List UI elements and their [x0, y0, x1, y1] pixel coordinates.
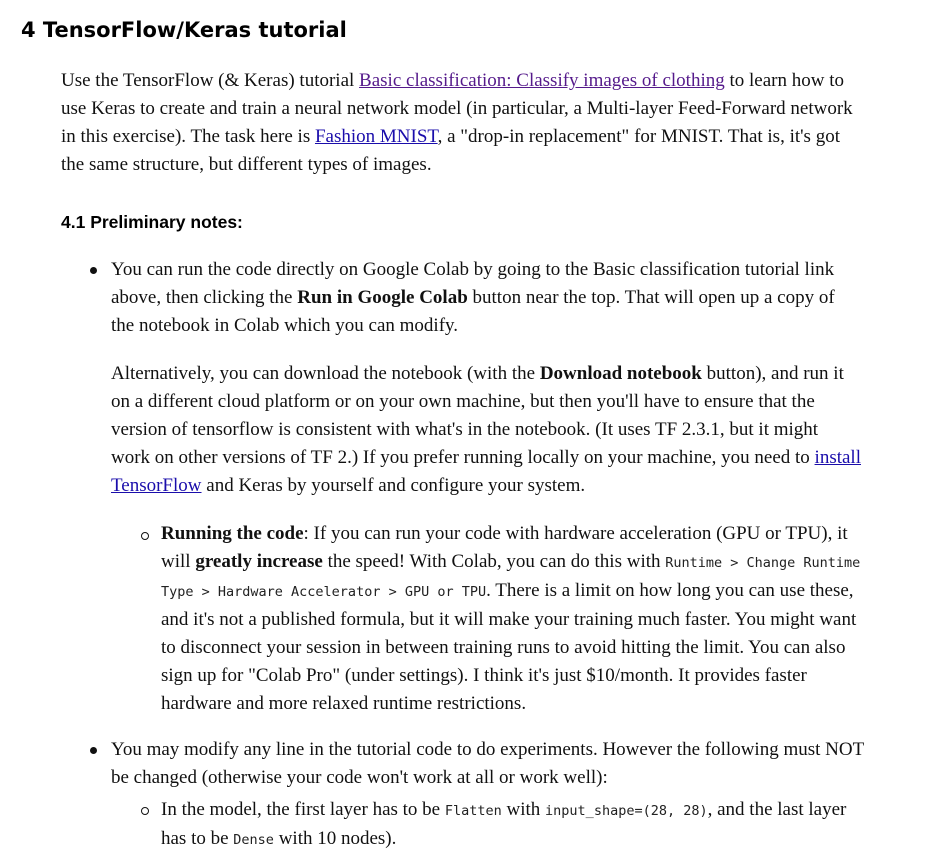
bullet-text: , and the last layer has to be	[161, 799, 847, 849]
running-code-subbullet	[161, 520, 866, 718]
install-tensorflow-link[interactable]: install TensorFlow	[111, 447, 861, 496]
intro-text: Use the TensorFlow (& Keras) tutorial	[61, 70, 360, 91]
model-subbullet	[161, 796, 866, 854]
intro-text: to learn how to use Keras to create and train a neural network model (in particular, a Multi-layer Feed-Forward network in this exercise). The task here is	[61, 70, 853, 147]
bullet-disc-icon	[90, 747, 97, 754]
menu-path-code: Runtime > Change Runtime Type > Hardware Accelerator > GPU or TPU	[161, 555, 861, 600]
bullet-text: button near the top. That will open up a copy of the notebook in Colab which you can modify.	[111, 287, 835, 336]
bullet-text: Alternatively, you can download the notebook (with the	[111, 363, 540, 384]
bullet-disc-icon	[90, 267, 97, 274]
bullet-text: . There is a limit on how long you can use these, and it's not a published formula, but it will make your training much faster. You might want to disconnect your session in between training runs to avoid hitting the limit. You can also sign up for "Colab Pro" (under settings). I think it's just $10/month. It provides faster hardware and more relaxed runtime restrictions.	[161, 580, 857, 714]
bold-text: Run in Google Colab	[297, 287, 468, 308]
bullet2-paragraph	[111, 736, 866, 792]
basic-classification-link[interactable]: Basic classification: Classify images of clothing	[359, 70, 725, 91]
bullet-text: button), and run it on a different cloud platform or on your own machine, but then you'll have to ensure that the version of tensorflow is consistent with what's in the notebook. (It uses TF 2.3.1, but it might work on other versions of TF 2.) If you prefer running locally on your machine, you need to	[111, 363, 844, 468]
dense-code: Dense	[233, 832, 274, 848]
bullet-text: with	[501, 799, 546, 820]
section-heading: 4 TensorFlow/Keras tutorial	[21, 18, 347, 42]
bold-text: greatly increase	[195, 551, 323, 572]
bullet1-paragraph1	[111, 256, 856, 340]
fashion-mnist-link[interactable]: Fashion MNIST	[314, 126, 438, 147]
input-shape-code: input_shape=(28, 28)	[545, 803, 708, 819]
bullet-text: In the model, the first layer has to be	[161, 799, 445, 820]
bullet-text: and Keras by yourself and configure your system.	[201, 475, 586, 496]
bullet1-paragraph2	[111, 360, 861, 500]
bullet-text: : If you can run your code with hardware acceleration (GPU or TPU), it will	[161, 523, 848, 572]
bullet-circle-icon	[141, 532, 149, 540]
flatten-code: Flatten	[444, 803, 502, 819]
bullet-text: the speed! With Colab, you can do this with	[322, 551, 666, 572]
bullet-text: You can run the code directly on Google Colab by going to the Basic classification tutorial link above, then clicking the	[111, 259, 835, 308]
bold-text: Running the code	[161, 523, 304, 544]
bold-text: Download notebook	[539, 363, 702, 384]
subsection-heading: 4.1 Preliminary notes:	[61, 212, 243, 232]
intro-paragraph	[61, 67, 861, 179]
bullet-circle-icon	[141, 807, 149, 815]
bullet-text: with 10 nodes).	[273, 828, 397, 849]
intro-text: , a "drop-in replacement" for MNIST. That is, it's got the same structure, but different types of images.	[61, 126, 840, 175]
bullet-text: You may modify any line in the tutorial code to do experiments. However the following must NOT be changed (otherwise your code won't work at all or work well):	[111, 739, 864, 788]
